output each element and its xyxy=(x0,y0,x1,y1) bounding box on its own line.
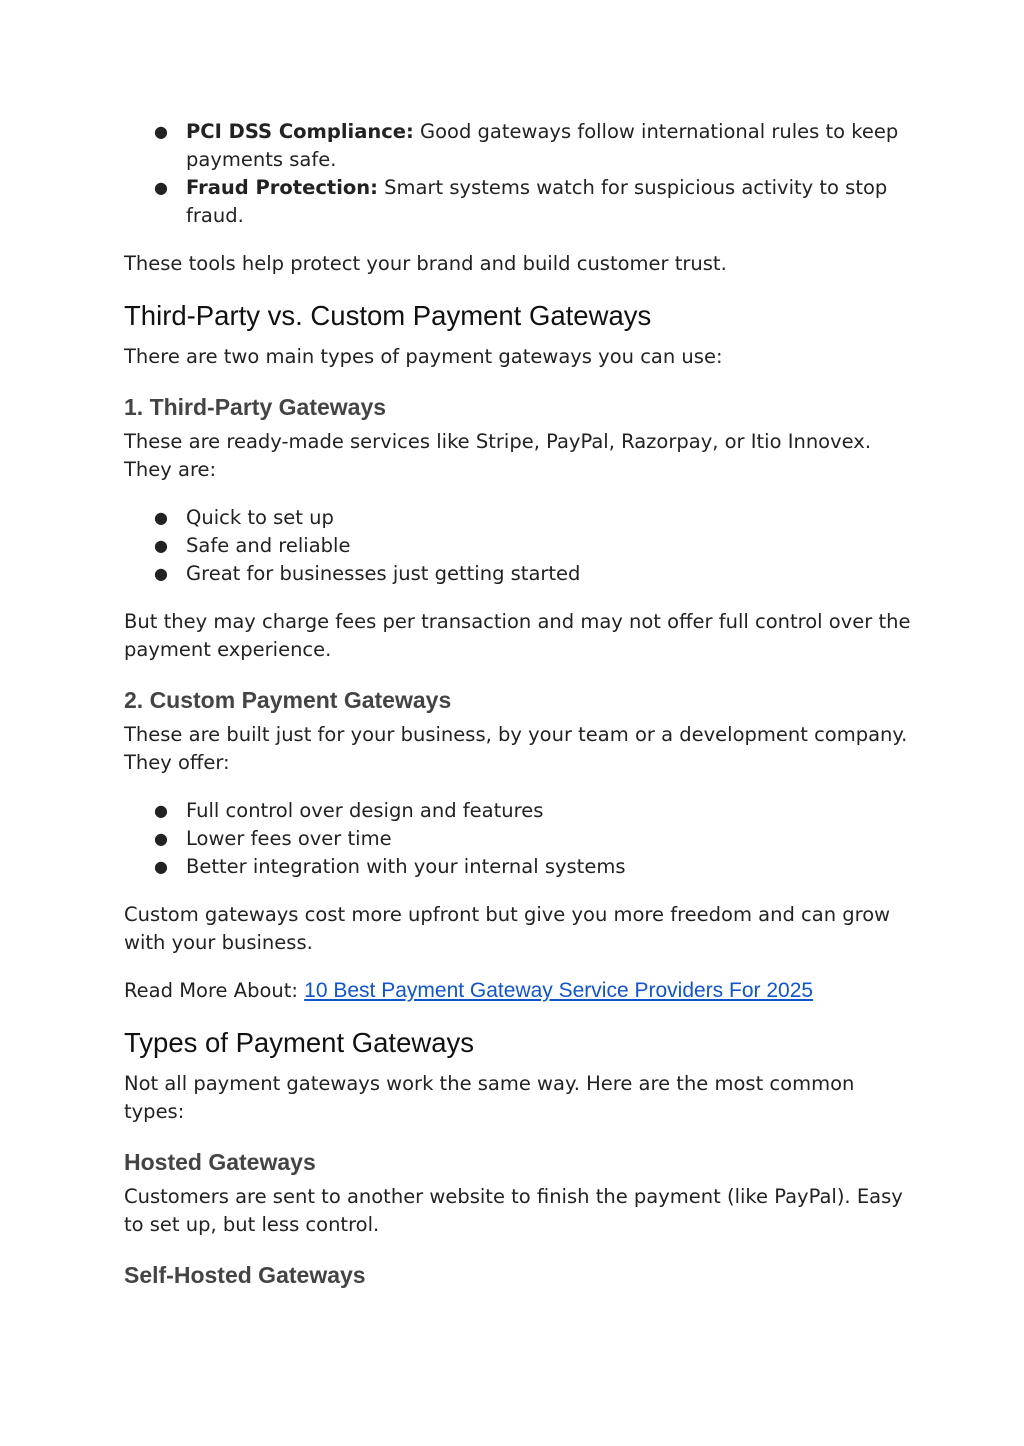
read-more-label: Read More About: xyxy=(124,979,305,1002)
list-item-text: Smart systems watch for suspicious activity to stop fraud. xyxy=(186,176,888,227)
list-item-text: Great for businesses just getting started xyxy=(186,562,581,585)
section-heading-types: Types of Payment Gateways xyxy=(124,1027,475,1058)
list-item xyxy=(124,560,914,588)
hosted-paragraph: Customers are sent to another website to finish the payment (like PayPal). Easy to set up, but less control. xyxy=(124,1185,903,1236)
custom-paragraph: These are built just for your business, by your team or a development company. They offer: xyxy=(124,723,908,774)
list-item xyxy=(124,797,914,825)
section-intro: There are two main types of payment gateways you can use: xyxy=(124,345,723,368)
third-party-paragraph: These are ready-made services like Stripe, PayPal, Razorpay, or Itio Innovex. They are: xyxy=(124,430,872,481)
subheading-hosted: Hosted Gateways xyxy=(124,1149,316,1175)
section-heading-third-party-vs-custom: Third-Party vs. Custom Payment Gateways xyxy=(124,300,652,331)
intro-paragraph: These tools help protect your brand and build customer trust. xyxy=(124,252,727,275)
list-item-text: Good gateways follow international rules to keep payments safe. xyxy=(186,120,899,171)
custom-benefits-list xyxy=(124,797,914,881)
bullet-icon: ● xyxy=(154,564,168,583)
read-more-line xyxy=(124,977,914,1005)
subheading-self-hosted: Self-Hosted Gateways xyxy=(124,1262,366,1288)
third-party-benefits-list xyxy=(124,504,914,588)
bullet-icon: ● xyxy=(154,122,168,141)
list-item-term: PCI DSS Compliance: xyxy=(186,120,414,143)
read-more-link[interactable]: 10 Best Payment Gateway Service Providers For 2025 xyxy=(304,979,814,1002)
bullet-icon: ● xyxy=(154,178,168,197)
types-intro: Not all payment gateways work the same way. Here are the most common types: xyxy=(124,1072,855,1123)
list-item xyxy=(124,853,914,881)
list-item xyxy=(124,504,914,532)
security-features-list xyxy=(124,118,914,230)
list-item-term: Fraud Protection: xyxy=(186,176,378,199)
list-item-text: Lower fees over time xyxy=(186,827,392,850)
bullet-icon: ● xyxy=(154,829,168,848)
subheading-third-party: 1. Third-Party Gateways xyxy=(124,394,387,420)
list-item-text: Safe and reliable xyxy=(186,534,351,557)
third-party-outro: But they may charge fees per transaction and may not offer full control over the payment experience. xyxy=(124,610,911,661)
list-item-text: Better integration with your internal systems xyxy=(186,855,626,878)
document-page xyxy=(124,118,914,1290)
bullet-icon: ● xyxy=(154,536,168,555)
bullet-icon: ● xyxy=(154,857,168,876)
list-item xyxy=(124,532,914,560)
list-item-text: Quick to set up xyxy=(186,506,334,529)
list-item xyxy=(124,174,914,230)
list-item xyxy=(124,825,914,853)
custom-outro: Custom gateways cost more upfront but give you more freedom and can grow with your business. xyxy=(124,903,891,954)
list-item xyxy=(124,118,914,174)
bullet-icon: ● xyxy=(154,801,168,820)
subheading-custom: 2. Custom Payment Gateways xyxy=(124,687,452,713)
list-item-text: Full control over design and features xyxy=(186,799,544,822)
bullet-icon: ● xyxy=(154,508,168,527)
